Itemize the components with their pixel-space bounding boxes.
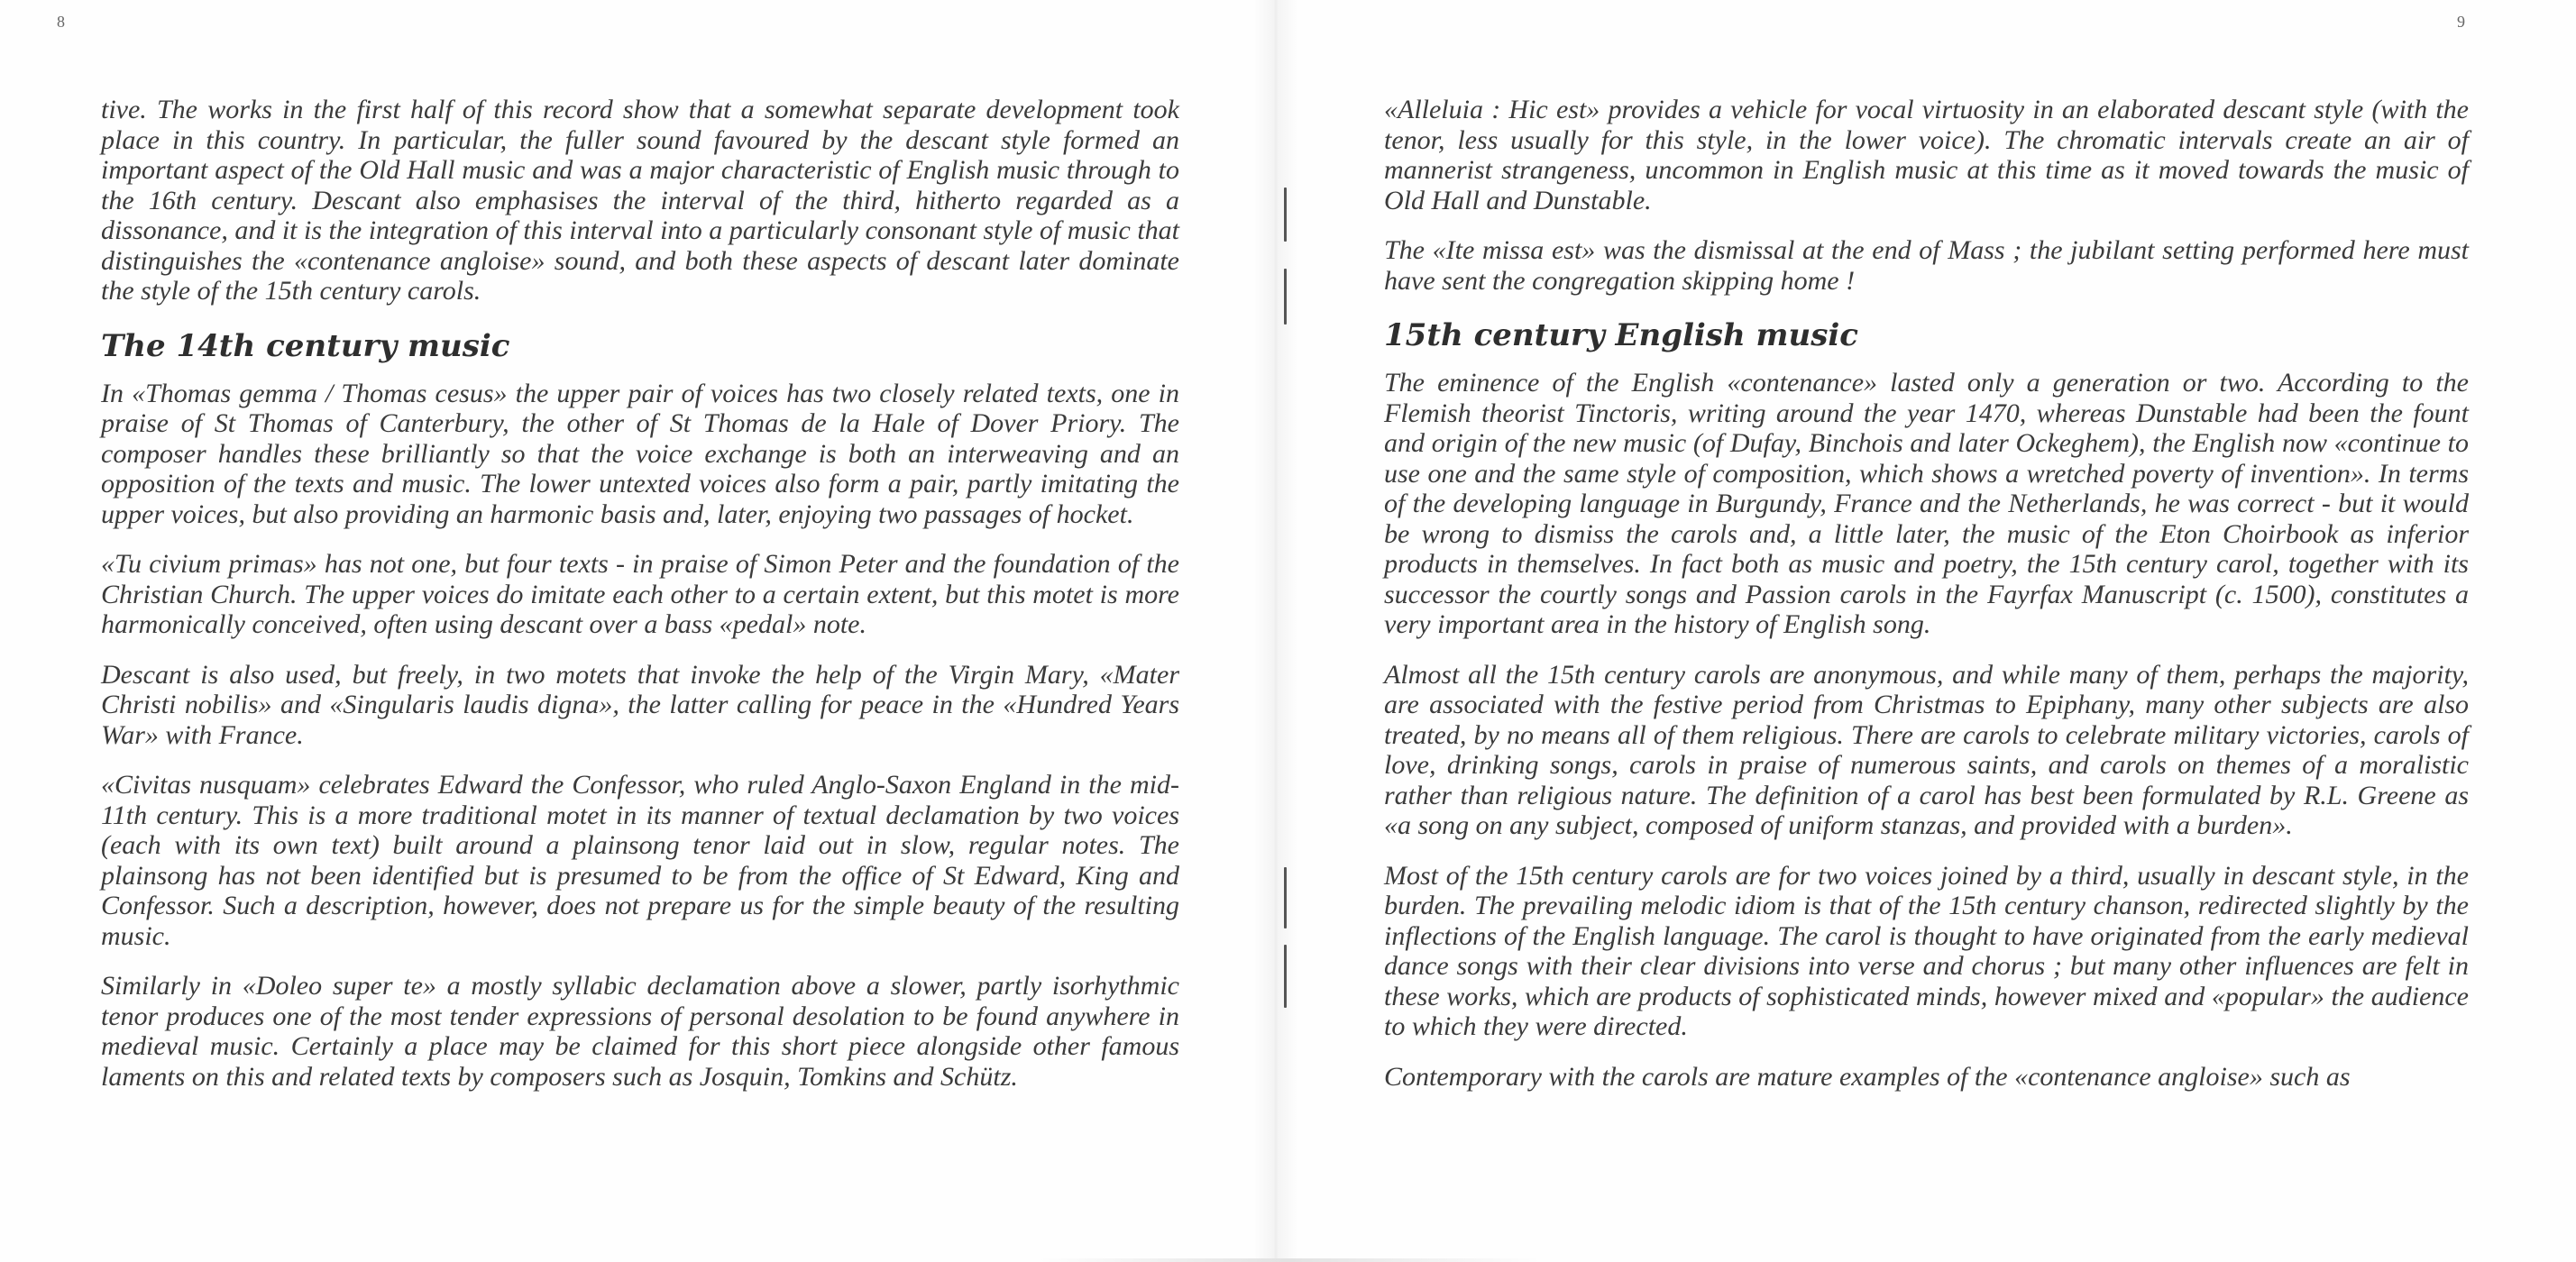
paragraph: Almost all the 15th century carols are anonymous, and while many of them, perhaps the majority, are associated with the festive period from Christmas to Epiphany, many other subjects are also treated, by no means all of them religious. There are carols to celebrate military victories, carols of love, drinking songs, carols in praise of numerous saints, and carols on themes of a moralistic rather than religious nature. The definition of a carol has best been formulated by R.L. Greene as «a song on any subject, composed of uniform stanzas, and provided with a burden». [1384, 659, 2469, 840]
page-crease [1037, 1258, 1542, 1262]
page-number: 9 [2457, 13, 2465, 31]
fold-mark [1284, 269, 1287, 325]
paragraph: Most of the 15th century carols are for two voices joined by a third, usually in descant style, in the burden. The prevailing melodic idiom is that of the 15th century chanson, redirected slightly by the inflections of the English language. The carol is thought to have originated from the early medieval dance songs with their clear divisions into verse and chorus ; but many other influences are felt in these works, which are products of sophisticated minds, however mixed and «popular» the audience to which they were directed. [1384, 860, 2469, 1041]
fold-mark [1284, 945, 1287, 1008]
paragraph: Similarly in «Doleo super te» a mostly syllabic declamation above a slower, partly isorhythmic tenor produces one of the most tender expressions of personal desolation to be found anywhere in medieval music. Certainly a place may be claimed for this short piece alongside other famous laments on this and related texts by composers such as Josquin, Tomkins and Schütz. [101, 971, 1179, 1092]
section-heading: The 14th century music [101, 327, 510, 364]
paragraph: «Alleluia : Hic est» provides a vehicle for vocal virtuosity in an elaborated descant style (with the tenor, less usually for this style, in the lower voice). The chromatic intervals create an air of mannerist strangeness, uncommon in English music at this time as it moved towards the music of Old Hall and Dunstable. [1384, 95, 2469, 215]
text-column [101, 95, 1179, 1111]
page-number: 8 [57, 13, 65, 31]
paragraph: Descant is also used, but freely, in two motets that invoke the help of the Virgin Mary, «Mater Christi nobilis» and «Singularis laudis digna», the latter calling for peace in the «Hundred Years War» with France. [101, 659, 1179, 750]
paragraph: tive. The works in the first half of this record show that a somewhat separate development took place in this country. In particular, the fuller sound favoured by the descant style formed an important aspect of the Old Hall music and was a major characteristic of English music through to the 16th century. Descant also emphasises the interval of the third, hitherto regarded as a dissonance, and it is the integration of this interval into a particularly consonant style of music that distinguishes the «contenance angloise» sound, and both these aspects of descant later dominate the style of the 15th century carols. [101, 95, 1179, 306]
paragraph: In «Thomas gemma / Thomas cesus» the upper pair of voices has two closely related texts, one in praise of St Thomas of Canterbury, the other of St Thomas de la Hale of Dover Priory. The composer handles these brilliantly so that the voice exchange is both an interweaving and an opposition of the texts and music. The lower untexted voices also form a pair, partly imitating the upper voices, but also providing an harmonic basis and, later, enjoying two passages of hocket. [101, 378, 1179, 529]
left-page [0, 0, 1253, 1262]
paragraph: Contemporary with the carols are mature examples of the «contenance angloise» such as [1384, 1061, 2351, 1092]
section-heading: 15th century English music [1384, 317, 1858, 353]
text-column [1384, 95, 2469, 1111]
paragraph: «Civitas nusquam» celebrates Edward the Confessor, who ruled Anglo-Saxon England in the mid-11th century. This is a more traditional motet in its manner of textual declamation by two voices (each with its own text) built around a plainsong tenor laid out in slow, regular notes. The plainsong has not been identified but is presumed to be from the office of St Edward, King and Confessor. Such a description, however, does not prepare us for the simple beauty of the resulting music. [101, 770, 1179, 951]
right-page [1298, 0, 2576, 1262]
page-fold [1253, 0, 1298, 1262]
fold-mark [1284, 187, 1287, 242]
fold-mark [1284, 867, 1287, 928]
paragraph: «Tu civium primas» has not one, but four texts - in praise of Simon Peter and the foundation of the Christian Church. The upper voices do imitate each other to a certain extent, but this motet is more harmonically conceived, often using descant over a bass «pedal» note. [101, 549, 1179, 639]
paragraph: The «Ite missa est» was the dismissal at the end of Mass ; the jubilant setting performed here must have sent the congregation skipping home ! [1384, 235, 2469, 296]
paragraph: The eminence of the English «contenance» lasted only a generation or two. According to the Flemish theorist Tinctoris, writing around the year 1470, whereas Dunstable had been the fount and origin of the new music (of Dufay, Binchois and later Ockeghem), the English now «continue to use one and the same style of composition, which shows a wretched poverty of invention». In terms of the developing language in Burgundy, France and the Netherlands, he was correct - but it would be wrong to dismiss the carols and, a little later, the music of the Eton Choirbook as inferior products in themselves. In fact both as music and poetry, the 15th century carol, together with its successor the courtly songs and Passion carols in the Fayrfax Manuscript (c. 1500), constitutes a very important area in the history of English song. [1384, 368, 2469, 639]
